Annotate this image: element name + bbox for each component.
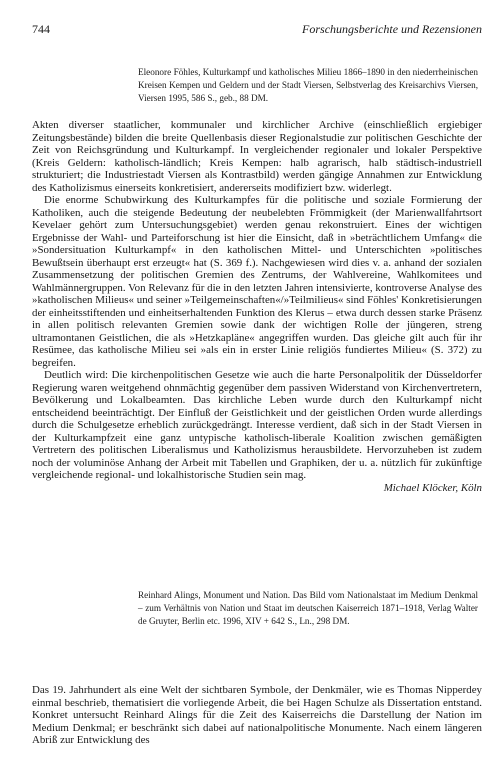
review-citation-foehles: Eleonore Föhles, Kulturkampf und katholisches Milieu 1866–1890 in den niederrheinischen Kreisen Kempen und Geldern und der Stadt Viersen, Selbstverlag des Kreisarchivs Viersen, Viersen 1995, 586 S., geb., 88 DM. <box>138 67 478 103</box>
page-header <box>32 22 482 38</box>
review-paragraph: Die enorme Schubwirkung des Kulturkampfes für die politische und soziale Formierung der Katholiken, auch die steigende Bedeutung der neubelebten Frömmigkeit (der Marienwallfahrtsort Kevelaer gehört zum Untersuchungsgebiet) werden genau rekonstruiert. Eines der wichtigen Ergebnisse der Wahl- und Parteiforschung ist hier die Einsicht, daß in »beträchtlichem Umfang« die »Sondersituation Kulturkampf« in den katholischen Mittel- und Unterschichten »politisches Bewußtsein überhaupt erst erzeugt« hat (S. 369 f.). Nachgewiesen wird dies v. a. anhand der sozialen Zusammensetzung der politischen Gremien des Zentrums, der Wahlvereine, Wahlkomitees und Wahlmännergruppen. Von Relevanz für die in den letzten Jahren intensivierte, kontroverse Analyse des »katholischen Milieus« und seiner »Teilgemeinschaften«/»Teilmilieus« sind Föhles' Konkretisierungen der einheitsstiftenden und einheitserhaltenden Funktion des Klerus – etwa durch dessen starke Präsenz in allen politisch relevanten Gremien sowie dank der wichtigen Rolle der jüngeren, streng ultramontanen Geistlichen, die als »Hetzkapläne« angegriffen wurden. Das gleiche gilt auch für ihr Resümee, das katholische Milieu sei »als ein in erster Linie religiös fundiertes Milieu« (S. 372) zu begreifen. <box>32 194 482 369</box>
review-body-foehles <box>32 119 482 494</box>
running-head: Forschungsberichte und Rezensionen <box>302 22 482 36</box>
page-number: 744 <box>32 22 50 36</box>
review-paragraph: Das 19. Jahrhundert als eine Welt der sichtbaren Symbole, der Denkmäler, wie es Thomas Nipperdey einmal beschrieb, thematisiert die vorliegende Arbeit, die bei Hagen Schulze als Dissertation entstand. Konkret untersucht Reinhard Alings für die Zeit des Kaiserreichs die Darstellung der Nation im Medium Denkmal; er beschränkt sich dabei auf nationalpolitische Monumente. Nach einem längeren Abriß zur Entwicklung des <box>32 684 482 746</box>
reviewer-signature: Michael Klöcker, Köln <box>383 481 482 494</box>
review-citation-alings: Reinhard Alings, Monument und Nation. Das Bild vom Nationalstaat im Medium Denkmal – zum Verhältnis von Nation und Staat im deutschen Kaiserreich 1871–1918, Verlag Walter de Gruyter, Berlin etc. 1996, XIV + 642 S., Ln., 298 DM. <box>138 590 478 626</box>
review-paragraph: Deutlich wird: Die kirchenpolitischen Gesetze wie auch die harte Personalpolitik der Düsseldorfer Regierung waren weitgehend ohnmächtig gegenüber dem passiven Widerstand von Kirchenvertretern, Bevölkerung und Lokalbeamten. Das kirchliche Leben wurde durch den Kulturkampf nicht entscheidend beeinträchtigt. Der Einfluß der Geistlichkeit und der geistlichen Orden wurde allerdings durch die Schulgesetze erheblich zurückgedrängt. Interesse verdient, daß sich in der Stadt Viersen in der Kulturkampfzeit eine ganz untypische katholisch-liberale Koalition zwischen gemäßigten Vertretern des politischen Liberalismus und Katholizismus herausbildete. Hervorzuheben ist zudem noch der voluminöse Anhang der Arbeit mit Tabellen und Graphiken, der u. a. nützlich für zukünftige vergleichende regional- und lokalhistorische Studien sein mag. <box>32 369 482 481</box>
review-paragraph: Akten diverser staatlicher, kommunaler und kirchlicher Archive (einschließlich ergiebiger Zeitungsbestände) bilden die breite Quellenbasis dieser Regionalstudie zur politischen Geschichte der Zeit von Reichsgründung und Kulturkampf. In vergleichender regionaler und lokaler Perspektive (Kreis Geldern: katholisch-ländlich; Kreis Kempen: halb agrarisch, halb städtisch-industriell strukturiert; die Industriestadt Viersen als Kontrastbild) werden gängige Annahmen zur Entwicklung des Katholizismus einerseits konkretisiert, andererseits modifiziert bzw. widerlegt. <box>32 119 482 194</box>
review-body-alings <box>32 684 482 747</box>
